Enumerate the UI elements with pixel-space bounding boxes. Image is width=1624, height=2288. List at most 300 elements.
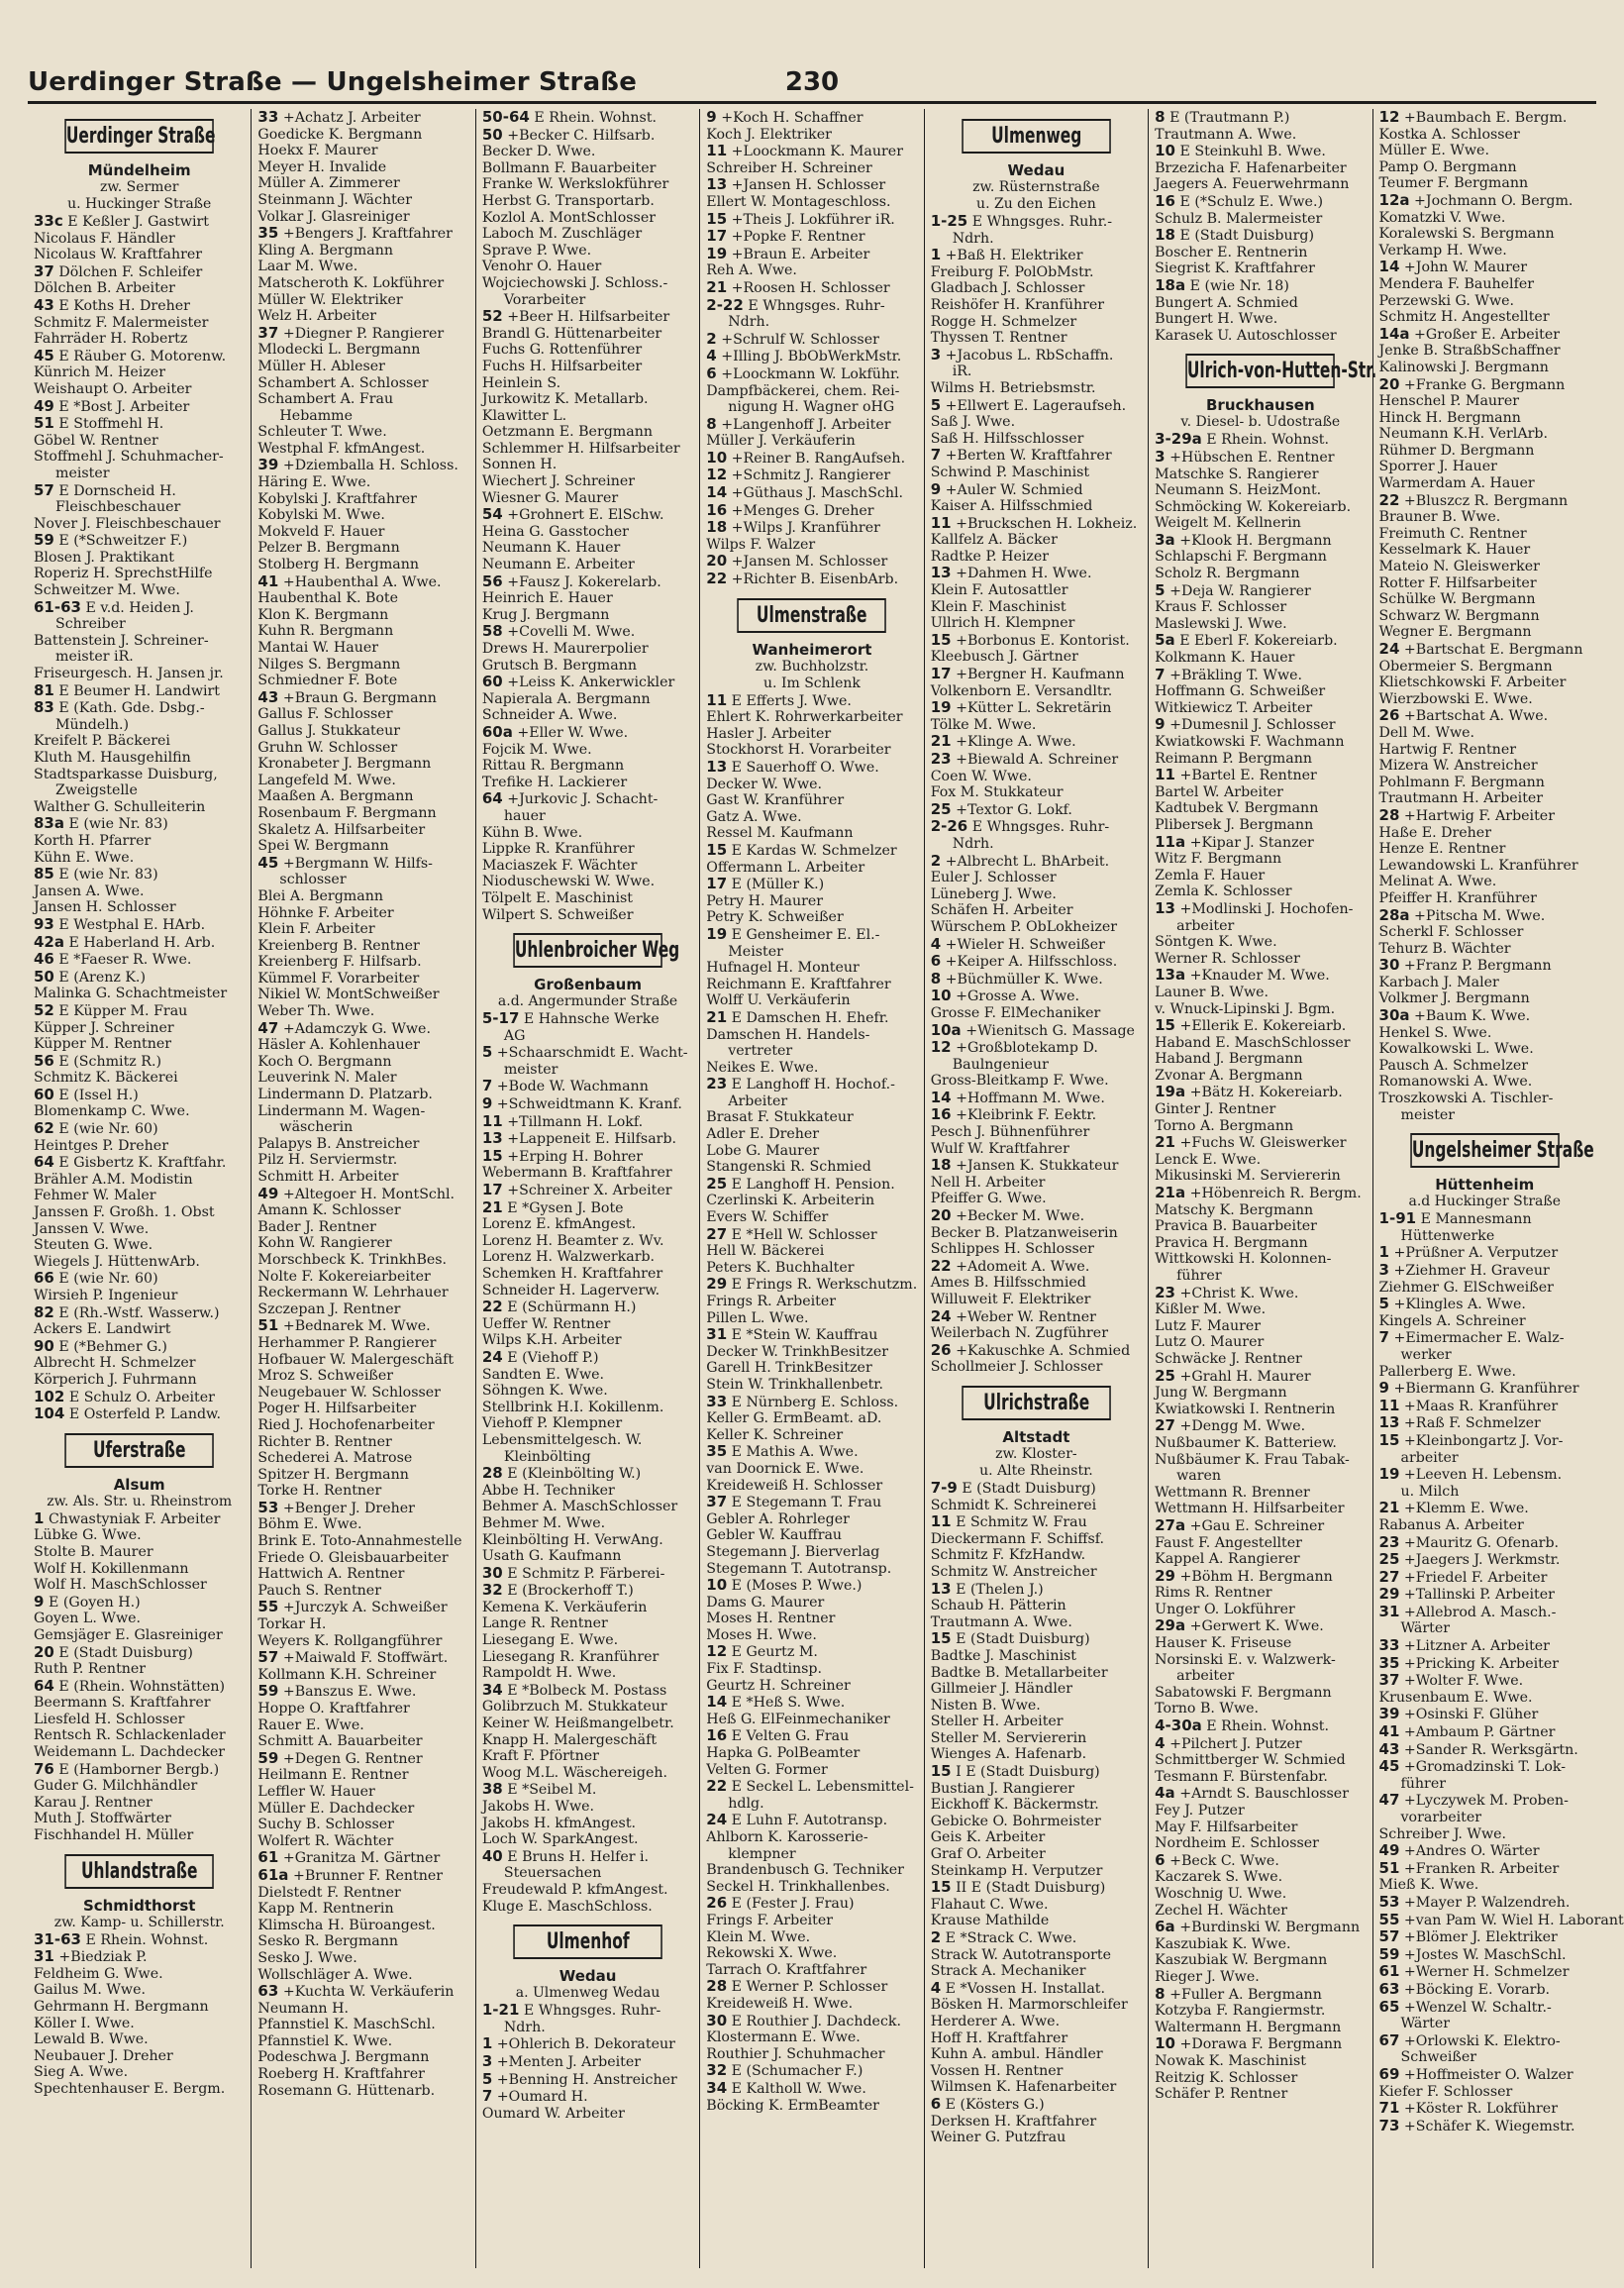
resident-entry — [1379, 790, 1590, 807]
entry-text: Volkmer J. Bergmann — [1378, 990, 1530, 1007]
entry-text: +Höbenreich R. Bergm. — [1189, 1186, 1362, 1202]
entry-text: Behmer M. Wwe. — [481, 1514, 606, 1531]
page-header — [28, 61, 1596, 104]
resident-entry — [257, 1417, 468, 1434]
resident-entry — [257, 1683, 468, 1701]
house-number: 52 — [34, 1000, 54, 1019]
entry-text: Gemsjäger E. Glasreiniger — [34, 1626, 223, 1643]
resident-entry — [1379, 725, 1590, 742]
resident-entry — [706, 809, 917, 826]
resident-entry — [1155, 800, 1366, 817]
entry-text: Karbach J. Maler — [1378, 974, 1499, 990]
resident-entry — [931, 1005, 1142, 1022]
house-number: 11 — [1378, 1396, 1400, 1414]
resident-entry — [931, 902, 1142, 919]
resident-entry — [706, 211, 917, 229]
resident-entry — [257, 1136, 468, 1153]
entry-text: E *Stein W. Kauffrau — [731, 1327, 878, 1344]
resident-entry — [34, 1304, 245, 1322]
resident-entry — [34, 297, 245, 315]
entry-text: Welz H. Arbeiter — [257, 308, 377, 325]
resident-entry — [1379, 393, 1590, 410]
resident-entry — [482, 2002, 693, 2020]
entry-text: +Roosen H. Schlosser — [731, 279, 890, 296]
resident-entry — [1379, 624, 1590, 641]
entry-text: Neumann K.H. VerlArb. — [1378, 426, 1548, 443]
resident-entry — [706, 1009, 917, 1027]
entry-text: Sieg A. Wwe. — [34, 2064, 129, 2081]
entry-text: +Bartschat A. Wwe. — [1403, 708, 1549, 725]
entry-text: Becker B. Platzanweiserin — [930, 1224, 1118, 1241]
house-number: 4 — [930, 934, 942, 953]
resident-entry — [257, 491, 468, 508]
entry-text: Kwiatkowski F. Wachmann — [1155, 734, 1345, 750]
resident-entry — [482, 1781, 693, 1799]
entry-text: Schemken H. Kraftfahrer — [481, 1266, 663, 1282]
entry-text: Kreideweiß H. Schlosser — [706, 1477, 883, 1494]
district-name: Hüttenheim — [1435, 1176, 1535, 1195]
resident-entry — [34, 1070, 245, 1087]
entry-text: Schambert A. Frau — [257, 391, 394, 408]
entry-text: E Mannesmann — [1420, 1211, 1532, 1228]
resident-entry — [482, 758, 693, 775]
entry-text: +Klinge A. Wwe. — [956, 734, 1076, 751]
entry-text: Damschen H. Handels- — [706, 1026, 870, 1043]
entry-text: E Rhein. Wohnst. — [1206, 432, 1330, 449]
resident-entry — [1155, 1185, 1366, 1202]
entry-text: +Bednarek M. Wwe. — [282, 1318, 431, 1335]
entry-text: Pallerberg E. Wwe. — [1378, 1363, 1517, 1380]
house-number: 27a — [1155, 1515, 1186, 1534]
resident-entry — [482, 1415, 693, 1432]
entry-text: Schlemmer H. Hilfsarbeiter — [481, 440, 680, 457]
house-number: 6a — [1155, 1918, 1175, 1936]
resident-entry — [1155, 328, 1366, 345]
resident-entry — [257, 1533, 468, 1550]
house-number: 1-25 — [930, 212, 968, 230]
resident-entry — [257, 1633, 468, 1650]
entry-text: +Klingles A. Wwe. — [1393, 1297, 1526, 1313]
entry-text: +Bruckschen H. Lokheiz. — [956, 515, 1138, 532]
resident-entry — [1379, 509, 1590, 526]
entry-text: E Rhein. Wohnst. — [1206, 1718, 1330, 1735]
resident-entry — [482, 2071, 693, 2089]
entry-text: +Achatz J. Arbeiter — [282, 110, 421, 126]
entry-text: +Illing J. BbObWerkMstr. — [721, 349, 902, 365]
entry-text: E Schmitz P. Färberei- — [507, 1565, 665, 1582]
resident-entry — [1379, 675, 1590, 691]
entry-text: Kuhn A. ambul. Händler — [930, 2046, 1103, 2063]
entry-text: Steinkamp H. Verputzer — [930, 1862, 1103, 1879]
street-heading: Ulrichstraße — [962, 1386, 1111, 1420]
entry-text: Gebler W. Kauffrau — [706, 1527, 843, 1544]
resident-entry — [257, 1368, 468, 1385]
entry-text: E (Brockerhoff T.) — [507, 1583, 634, 1600]
entry-text: Wiechert J. Schreiner — [481, 473, 636, 490]
resident-entry — [1379, 376, 1590, 394]
entry-text: Schmittberger W. Schmied — [1155, 1752, 1346, 1769]
resident-entry — [34, 2081, 245, 2098]
entry-text: +Leeven H. Lebensm. — [1403, 1467, 1563, 1484]
entry-text: Mendera F. Bauhelfer — [1378, 275, 1534, 292]
resident-entry — [1379, 1414, 1590, 1432]
resident-entry — [1155, 1617, 1366, 1635]
entry-text: Blomenkamp C. Wwe. — [34, 1103, 190, 1120]
house-number: 64 — [34, 1153, 54, 1172]
entry-text: Hofbauer W. Malergeschäft — [257, 1351, 455, 1368]
resident-entry — [706, 1929, 917, 1946]
resident-entry — [706, 467, 917, 484]
street-range-note: u. Im Schlenk — [763, 675, 861, 691]
entry-text: Brandenbusch G. Techniker — [706, 1862, 904, 1879]
entry-text: +Beer H. Hilfsarbeiter — [507, 309, 670, 326]
resident-entry — [34, 1103, 245, 1120]
resident-entry — [482, 1283, 693, 1300]
entry-text: E Haberland H. Arb. — [68, 934, 216, 951]
house-number: 20 — [34, 1642, 54, 1661]
entry-text: Lippke R. Kranführer — [481, 841, 635, 858]
house-number: 6 — [930, 952, 942, 971]
house-number: 13 — [706, 758, 728, 776]
resident-entry — [706, 709, 917, 726]
house-number: 35 — [706, 1442, 728, 1461]
entry-text: +Fuller A. Bergmann — [1169, 1986, 1322, 2003]
entry-text: E (Rhein. Wohnstätten) — [58, 1678, 226, 1695]
entry-text: +Gerwert K. Wwe. — [1189, 1618, 1324, 1635]
resident-entry — [931, 1698, 1142, 1715]
entry-continuation: werker — [1400, 1346, 1452, 1363]
resident-entry — [1155, 2003, 1366, 2020]
entry-text: Liesfeld H. Schlosser — [34, 1711, 185, 1727]
resident-entry — [257, 640, 468, 657]
resident-entry — [257, 756, 468, 773]
resident-entry — [482, 127, 693, 145]
entry-text: Witkiewicz T. Arbeiter — [1155, 699, 1313, 716]
house-number: 57 — [1378, 1927, 1400, 1946]
resident-entry — [1155, 1251, 1366, 1268]
resident-entry — [1155, 160, 1366, 177]
entry-text: +Schreiner X. Arbeiter — [507, 1183, 672, 1199]
directory-column — [700, 109, 924, 2268]
house-number: 38 — [481, 1780, 503, 1799]
resident-entry — [34, 1966, 245, 1983]
house-number: 51 — [257, 1316, 279, 1335]
entry-text: Warmerdam A. Hauer — [1378, 475, 1535, 492]
house-number: 26 — [930, 1340, 952, 1359]
resident-entry — [1379, 1860, 1590, 1878]
entry-text: +Franke G. Bergmann — [1403, 376, 1566, 393]
district-name: Alsum — [113, 1475, 165, 1494]
resident-entry — [931, 1681, 1142, 1698]
resident-entry — [931, 1106, 1142, 1124]
resident-entry — [1155, 499, 1366, 516]
house-number: 18 — [930, 1156, 952, 1175]
house-number: 12 — [1378, 108, 1400, 126]
entry-text: +Klook H. Bergmann — [1179, 532, 1332, 549]
resident-entry — [931, 1564, 1142, 1581]
resident-entry — [34, 1982, 245, 1999]
entry-text: Klietschkowski F. Arbeiter — [1378, 675, 1567, 691]
resident-entry — [1155, 260, 1366, 277]
resident-entry — [257, 1202, 468, 1219]
resident-entry — [482, 790, 693, 808]
house-number: 16 — [1155, 191, 1175, 210]
resident-entry — [706, 127, 917, 144]
entry-text: Fischhandel H. Müller — [34, 1827, 194, 1844]
entry-text: +Braun G. Bergmann — [282, 689, 437, 706]
entry-text: Henschel P. Maurer — [1378, 393, 1520, 410]
resident-entry — [257, 773, 468, 789]
entry-text: +Franken R. Arbeiter — [1403, 1860, 1560, 1877]
house-number: 22 — [481, 1298, 503, 1316]
directory-column — [1149, 108, 1377, 2268]
entry-text: Kapp M. Rentnerin — [257, 1901, 394, 1918]
entry-text: Müller H. Ableser — [257, 358, 385, 374]
entry-text: +Ellerik E. Kokereiarb. — [1179, 1018, 1347, 1035]
entry-continuation: Mündelh.) — [55, 716, 129, 733]
resident-entry — [1155, 1134, 1366, 1152]
entry-text: +Bartel E. Rentner — [1179, 768, 1317, 784]
entry-text: +Schmitz J. Rangierer — [731, 468, 891, 484]
house-number: 53 — [257, 1498, 279, 1516]
resident-entry — [1155, 1852, 1366, 1870]
entry-text: +Grosse A. Wwe. — [956, 988, 1079, 1005]
house-number: 5 — [1155, 580, 1166, 599]
entry-text: Reimann P. Bergmann — [1155, 750, 1312, 767]
resident-entry — [931, 465, 1142, 481]
entry-text: Weiner G. Putzfrau — [930, 2130, 1066, 2146]
entry-text: Gruhn W. Schlosser — [257, 739, 398, 756]
entry-continuation: vertreter — [728, 1043, 793, 1060]
resident-entry — [931, 649, 1142, 666]
resident-entry — [482, 540, 693, 557]
resident-entry — [257, 938, 468, 955]
entry-text: Nordheim E. Schlosser — [1155, 1835, 1319, 1852]
resident-entry — [257, 1867, 468, 1885]
resident-entry — [706, 960, 917, 977]
entry-text: +Borbonus E. Kontorist. — [956, 632, 1130, 649]
house-number: 4 — [1155, 1733, 1166, 1752]
house-number: 81 — [34, 680, 54, 699]
house-number: 24 — [481, 1347, 503, 1366]
entry-text: E (Hamborner Bergb.) — [58, 1761, 220, 1778]
resident-entry — [482, 825, 693, 842]
resident-entry — [257, 657, 468, 674]
entry-text: Stein W. Trinkhallenbetr. — [706, 1376, 884, 1393]
resident-entry — [706, 893, 917, 910]
resident-entry — [706, 909, 917, 926]
entry-text: Nowak K. Maschinist — [1155, 2052, 1306, 2069]
entry-text: Gast W. Kranführer — [706, 792, 845, 809]
entry-text: E Frings R. Werkschutzm. — [731, 1277, 918, 1294]
resident-entry — [34, 1577, 245, 1594]
house-number: 13 — [706, 175, 728, 194]
house-number: 13 — [481, 1129, 503, 1148]
entry-text: Schäfen H. Arbeiter — [930, 902, 1073, 919]
resident-entry — [931, 1022, 1142, 1040]
resident-entry — [1155, 193, 1366, 211]
resident-entry — [482, 109, 693, 127]
entry-text: Romanowski A. Wwe. — [1378, 1074, 1533, 1091]
entry-text: +Mauritz G. Ofenarb. — [1403, 1534, 1560, 1551]
resident-entry — [257, 805, 468, 822]
entry-text: Jenke B. StraßbSchaffner — [1378, 343, 1561, 360]
resident-entry — [931, 1980, 1142, 1998]
resident-entry — [1379, 742, 1590, 759]
entry-text: Mantai W. Hauer — [257, 640, 379, 656]
house-number: 35 — [257, 224, 279, 243]
resident-entry — [1155, 109, 1366, 127]
house-number: 16 — [706, 500, 728, 519]
entry-text: Adler E. Dreher — [706, 1126, 820, 1143]
resident-entry — [257, 1500, 468, 1517]
resident-entry — [931, 1929, 1142, 1947]
resident-entry — [482, 1615, 693, 1632]
house-number: 43 — [34, 295, 54, 314]
entry-text: E (Kösters G.) — [945, 2096, 1045, 2113]
entry-text: Brink E. Toto-Annahmestelle — [257, 1533, 462, 1550]
entry-continuation: Vorarbeiter — [503, 291, 586, 308]
entry-text: E (Trautmann P.) — [1169, 110, 1290, 126]
entry-text: Schneider H. Lagerverw. — [481, 1282, 660, 1299]
entry-text: Tölke M. Wwe. — [930, 716, 1037, 733]
entry-text: +Adamczyk G. Wwe. — [282, 1020, 431, 1037]
resident-entry — [257, 855, 468, 873]
entry-text: Göbel W. Rentner — [34, 432, 158, 449]
resident-entry — [34, 381, 245, 398]
house-number: 21 — [1155, 1133, 1175, 1152]
resident-entry — [1155, 2020, 1366, 2036]
resident-entry — [34, 348, 245, 365]
entry-text: Körperich J. Fuhrmann — [34, 1371, 197, 1388]
resident-entry — [1379, 608, 1590, 625]
entry-text: +Ohlerich B. Dekorateur — [496, 2036, 675, 2053]
entry-text: +Adomeit A. Wwe. — [956, 1258, 1090, 1275]
entry-text: Badtke J. Maschinist — [930, 1647, 1077, 1664]
entry-text: Schlapschi F. Bergmann — [1155, 549, 1327, 566]
entry-text: Rosenbaum F. Bergmann — [257, 804, 437, 821]
resident-entry — [257, 2049, 468, 2066]
entry-text: Keiner W. Heißmangelbetr. — [481, 1716, 674, 1732]
resident-entry — [1155, 1635, 1366, 1652]
entry-text: +Kuchta W. Verkäuferin — [282, 1984, 455, 2001]
entry-text: +Fausz J. Kokerelarb. — [507, 573, 661, 590]
resident-entry — [257, 1235, 468, 1252]
resident-entry — [1155, 211, 1366, 228]
entry-text: Goedicke K. Bergmann — [257, 126, 423, 143]
house-number: 41 — [257, 572, 279, 590]
entry-continuation: Baulngenieur — [952, 1056, 1049, 1073]
resident-entry — [706, 450, 917, 468]
resident-entry — [257, 557, 468, 573]
entry-text: Grutsch B. Bergmann — [481, 657, 637, 674]
resident-entry — [1155, 934, 1366, 951]
resident-entry — [482, 1699, 693, 1716]
entry-text: Scherkl F. Schlosser — [1378, 924, 1524, 941]
resident-entry — [1379, 243, 1590, 260]
resident-entry — [257, 359, 468, 375]
entry-text: Sabatowski F. Bergmann — [1155, 1684, 1332, 1701]
entry-text: Krusenbaum E. Wwe. — [1378, 1689, 1533, 1706]
resident-entry — [1155, 311, 1366, 328]
entry-text: Kobylski J. Kraftfahrer — [257, 490, 417, 507]
entry-text: E *Hell W. Schlosser — [731, 1226, 877, 1243]
entry-text: +Raß F. Schmelzer — [1403, 1415, 1541, 1432]
resident-entry — [931, 936, 1142, 954]
entry-text: Fuchs H. Hilfsarbeiter — [481, 358, 643, 374]
entry-text: +Benning H. Anstreicher — [496, 2071, 677, 2088]
entry-text: Müller E. Dachdecker — [257, 1800, 415, 1817]
resident-entry — [34, 532, 245, 550]
entry-text: Mateio N. Gleiswerker — [1378, 559, 1540, 575]
resident-entry — [1155, 1735, 1366, 1753]
entry-text: Leffler W. Hauer — [257, 1783, 375, 1800]
entry-text: Häsler A. Kohlenhauer — [257, 1037, 420, 1054]
resident-entry — [1379, 2118, 1590, 2135]
entry-text: Blosen J. Praktikant — [34, 549, 174, 566]
resident-entry — [482, 707, 693, 724]
entry-text: Reh A. Wwe. — [706, 262, 797, 279]
entry-text: E *Gysen J. Bote — [507, 1199, 624, 1216]
resident-entry — [34, 1644, 245, 1662]
entry-text: E Geurtz M. — [731, 1644, 818, 1661]
resident-entry — [931, 1814, 1142, 1830]
resident-entry — [1155, 1986, 1366, 2004]
entry-text: Reckermann W. Lehrhauer — [257, 1285, 449, 1301]
entry-text: Zemla K. Schlosser — [1155, 884, 1292, 900]
resident-entry — [931, 549, 1142, 566]
house-number: 13 — [930, 564, 952, 582]
resident-entry — [706, 1027, 917, 1044]
entry-text: Pfeiffer G. Wwe. — [930, 1191, 1047, 1207]
resident-entry — [1155, 1602, 1366, 1618]
entry-text: Nicolaus W. Kraftfahrer — [34, 247, 203, 263]
house-number: 11a — [1155, 832, 1186, 851]
resident-entry — [482, 1299, 693, 1316]
entry-text: Radtke P. Heizer — [930, 548, 1050, 565]
resident-entry — [931, 498, 1142, 515]
resident-entry — [706, 2029, 917, 2046]
entry-text: +Leiss K. Ankerwickler — [507, 675, 675, 691]
entry-text: Schweitzer M. Wwe. — [34, 582, 180, 599]
resident-entry — [1379, 1877, 1590, 1894]
resident-entry — [706, 1410, 917, 1427]
entry-text: Lüneberg J. Wwe. — [930, 885, 1057, 902]
house-number: 59 — [34, 531, 54, 550]
house-number: 7 — [1378, 1328, 1389, 1347]
resident-entry — [931, 532, 1142, 549]
resident-entry — [482, 1349, 693, 1367]
resident-entry — [706, 692, 917, 710]
resident-entry — [1379, 841, 1590, 858]
entry-text: Kümmel F. Vorarbeiter — [257, 970, 420, 987]
house-number: 7 — [481, 1077, 493, 1095]
entry-text: +Baß H. Elektriker — [945, 248, 1083, 264]
entry-text: E Efferts J. Wwe. — [731, 692, 852, 709]
entry-text: Schneider A. Wwe. — [481, 707, 618, 724]
entry-text: Klein F. Maschinist — [930, 598, 1066, 615]
resident-entry — [482, 775, 693, 791]
resident-entry — [257, 1003, 468, 1020]
entry-text: Fehmer W. Maler — [34, 1188, 156, 1204]
entry-text: Pfannstiel K. MaschSchl. — [257, 2017, 436, 2033]
resident-entry — [482, 1465, 693, 1483]
street-range-note: u. Alte Rheinstr. — [979, 1462, 1093, 1479]
entry-text: Plibersek J. Bergmann — [1155, 816, 1314, 833]
entry-text: Ehlert K. Rohrwerkarbeiter — [706, 709, 903, 726]
resident-entry — [257, 375, 468, 392]
resident-entry — [706, 279, 917, 297]
